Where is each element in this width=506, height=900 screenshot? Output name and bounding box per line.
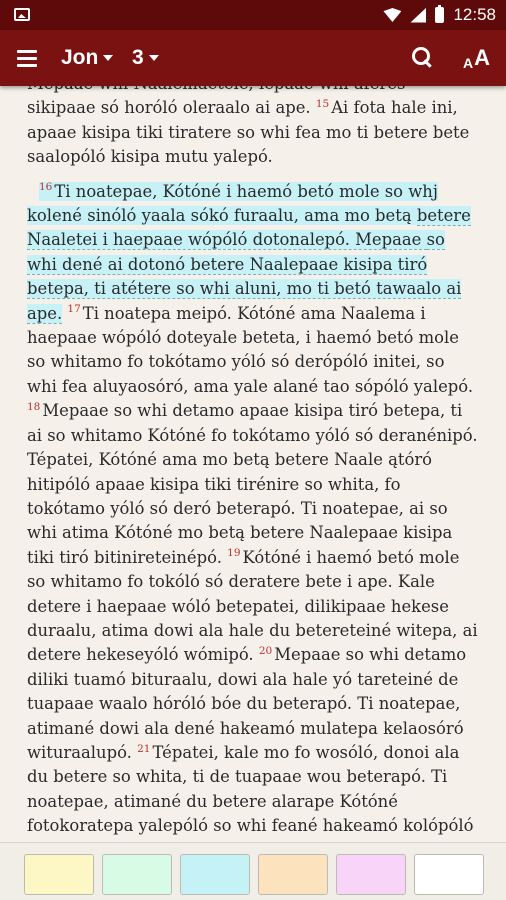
verse-text[interactable]: Kótóné i haemó betó mole so whitamo fo tokóló só deratere bete i ape. Kale detere i haepaae wóló betepatei, dilikipaae hekese duraalu, atima dowi ala hale du betereteiné witepa, ai detere hekeseyóló wómipó. xyxy=(27,547,478,665)
chevron-down-icon xyxy=(149,55,159,61)
status-time: 12:58 xyxy=(453,5,496,24)
status-bar xyxy=(0,0,506,30)
highlight-swatch-pink[interactable] xyxy=(336,854,406,895)
verse-number: 15 xyxy=(315,97,330,110)
verse-text[interactable]: Tépatei, kale mo fo wosóló, donoi ala du betere so whita, ti de tuapaae wou beterapó. Ti noatepae, atimané du betere alarape Kótóné fotokoratepa yalepóló so whi feané hakeamó kolópóló xyxy=(27,742,474,836)
wifi-icon xyxy=(383,8,401,22)
verse-number: 16 xyxy=(39,181,53,194)
menu-icon[interactable] xyxy=(14,46,42,70)
chapter-number: 3 xyxy=(132,46,144,69)
gallery-icon xyxy=(14,8,30,21)
verse-text[interactable]: Mepaae so whi detamo apaae kisipa tiró betepa, ti ai so whitamo Kótóné fo tokótamo yóló só deranénipó. Tépatei, Kótóné ama mo betą betere Naale ątóró hitipóló apaae kisipa tiki tirénire so whita, fo tokótamo yóló só deró beterapó. Ti noatepae, ai so whi atima Kótóné mo betą betere Naalepaae kisipa tiki tiró bitinireteinépó. xyxy=(27,401,478,567)
cell-signal-icon xyxy=(410,8,426,23)
underlined-text: betere Naaletei i haepaae wópóló dotonalepó. Mepaae xyxy=(27,206,471,250)
underlined-text: so whi dené ai dotonó betere Naalepaae kisipa tiró betepa, ti atétere so whi aluni, mo ti betó tawaalo ai ape. xyxy=(27,230,462,323)
highlight-swatch-blue[interactable] xyxy=(180,854,250,895)
book-name: Jon xyxy=(61,46,99,69)
search-icon[interactable] xyxy=(412,47,434,69)
highlight-swatch-white[interactable] xyxy=(414,854,484,895)
verse-text: Ti noatepae, Kótóné i haemó betó mole so whj kolené sinóló yaala sókó furaalu, ama mo betą xyxy=(27,181,438,226)
chapter-passage xyxy=(27,72,478,863)
verse-text[interactable]: Mepaae so whi detamo diliki tuamó bituraalu, dowi ala hale yó tareteiné de tuapaae waalo hóróló bóe du beterapó. Ti noatepae, atimané dowi ala dené hakeamó mulatepa kelaosóró wituraalupó. xyxy=(27,645,467,762)
highlighted-verse[interactable] xyxy=(27,182,471,323)
status-icons xyxy=(383,5,496,25)
bible-text-view[interactable] xyxy=(0,86,506,842)
battery-icon xyxy=(435,7,444,23)
verse-number: 20 xyxy=(258,644,273,657)
verse-number: 19 xyxy=(227,547,241,560)
app-toolbar xyxy=(0,30,506,86)
highlight-swatch-yellow[interactable] xyxy=(24,854,94,895)
chapter-selector[interactable] xyxy=(132,44,159,72)
paragraph xyxy=(27,72,478,170)
highlight-swatch-orange[interactable] xyxy=(258,854,328,895)
highlight-color-bar xyxy=(0,842,506,900)
paragraph xyxy=(27,180,478,863)
verse-number: 17 xyxy=(67,303,81,316)
verse-number: 18 xyxy=(27,400,41,413)
verse-text: sikipaae só horóló oleraalo ai ape. xyxy=(27,98,311,118)
verse-number: 21 xyxy=(137,742,151,755)
chevron-down-icon xyxy=(103,55,113,61)
highlight-swatch-green[interactable] xyxy=(102,854,172,895)
text-size-icon[interactable]: A A xyxy=(463,45,491,71)
book-selector[interactable] xyxy=(61,44,113,72)
verse-text[interactable]: Ti noatepa meipó. Kótóné ama Naalema i haepaae wópóló doteyale beteta, i haemó betó mole so whitamo fo tokótamo yóló só derópóló initei, so whi fea aluyaosóró, ama yale alané tao sópóló yalepó. xyxy=(27,303,474,396)
verse-text[interactable]: Ai fota hale ini, apaae kisipa tiki tiratere so whi fea mo ti betere bete saalopóló kisipa mutu yalepó. xyxy=(27,98,470,167)
